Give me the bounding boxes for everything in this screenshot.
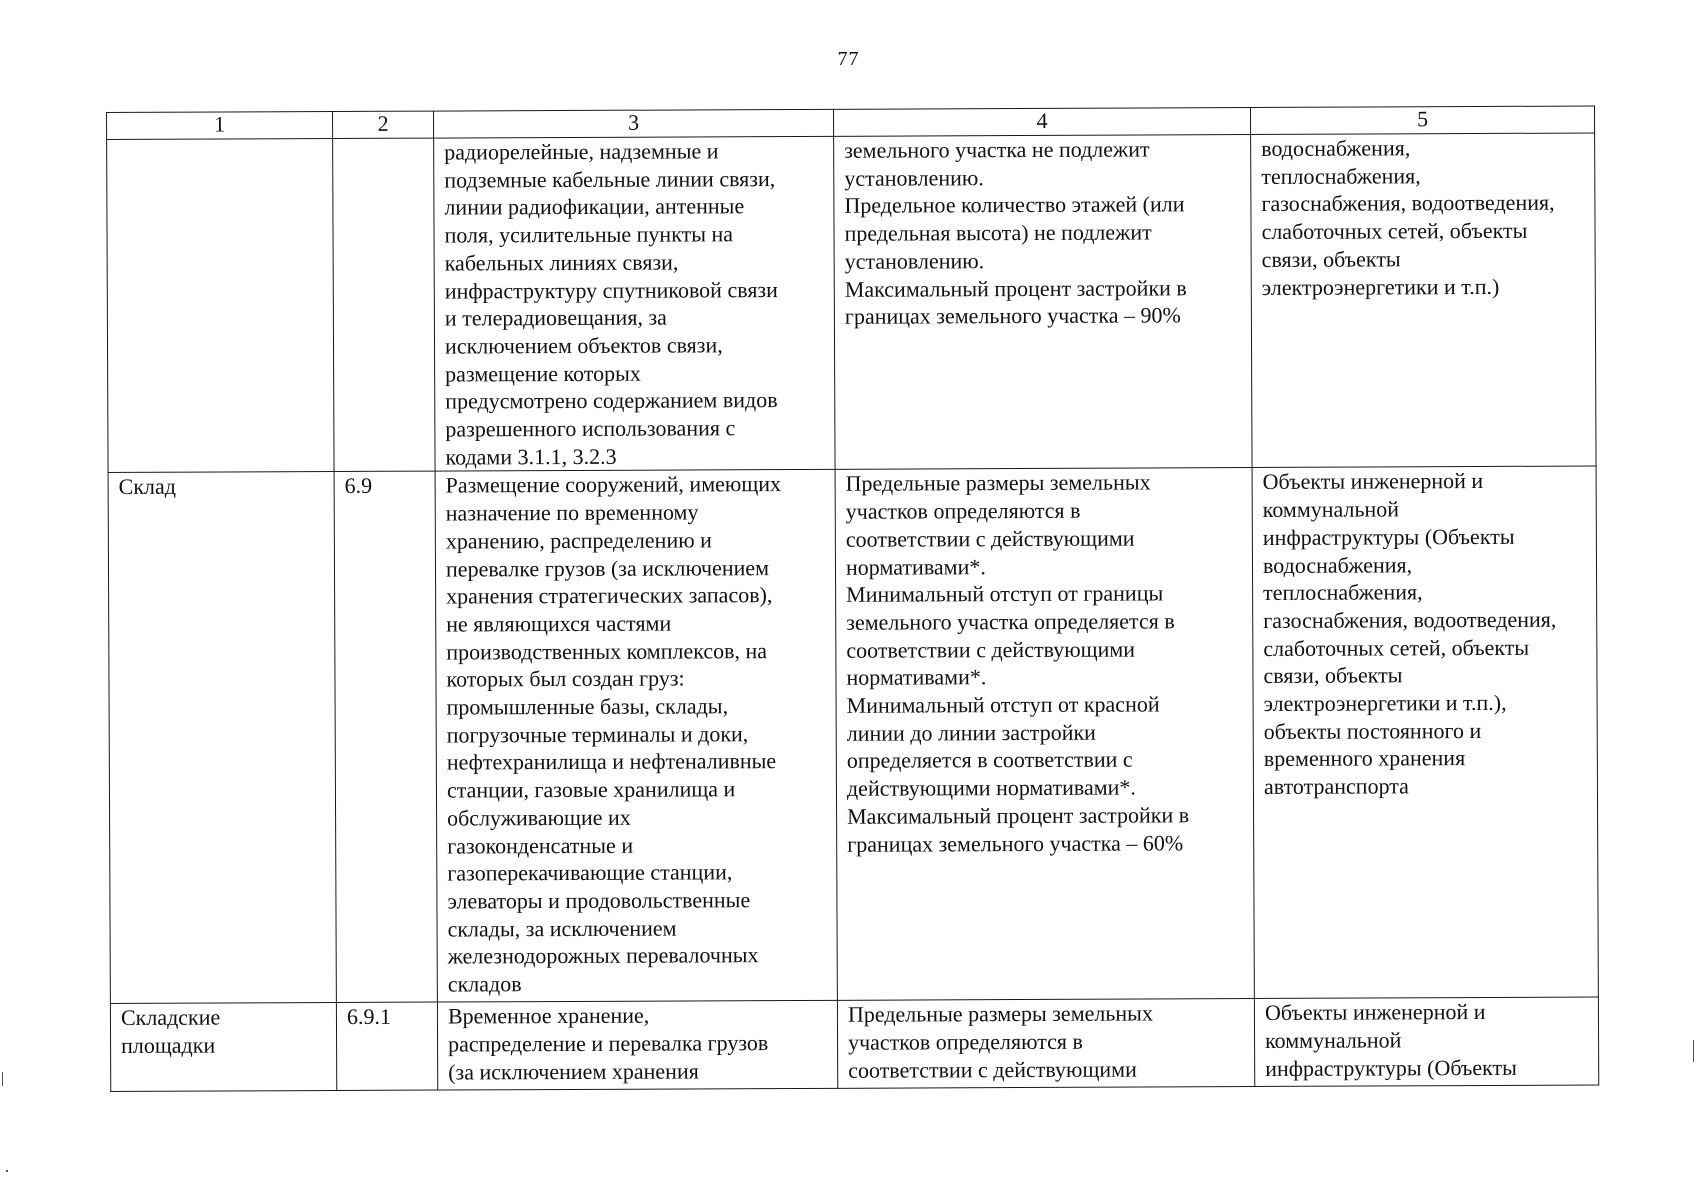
table-row (110, 997, 1598, 1091)
land-use-name: Склад (118, 474, 177, 500)
land-use-name (117, 139, 324, 140)
land-use-description: радиорелейные, надземные и подземные кабельные линии связи, линии радиофикации, антенные поля, усилительные пункты на кабельных линиях связи, инфраструктуру спутниковой связи и телерадиовещания, за исключением объектов связи, размещение которых предусмотрено содержанием видов разрешенного использования с кодами 3.1.1, 3.2.3 (444, 138, 778, 470)
column-header-3: 3 (433, 109, 833, 138)
land-use-description: Временное хранение, распределение и перевалка грузов (за исключением хранения (447, 1003, 769, 1085)
land-use-description-cell (437, 1001, 837, 1091)
land-use-description-cell (434, 136, 835, 471)
land-use-objects-cell (1254, 997, 1598, 1087)
column-header-5: 5 (1250, 106, 1594, 135)
land-use-objects-cell (1251, 133, 1596, 468)
page-number: 77 (837, 48, 860, 70)
land-use-name-cell (108, 472, 336, 1004)
land-use-code-cell (334, 472, 437, 1003)
land-use-name-cell (107, 139, 334, 473)
land-use-objects: Объекты инженерной и коммунальной инфраструктуры (Объекты (1264, 999, 1517, 1081)
scan-artifact (1693, 1040, 1694, 1062)
land-use-objects-cell (1252, 466, 1598, 998)
land-use-table (106, 106, 1599, 1093)
table-row (108, 466, 1598, 1003)
land-use-code: 6.9.1 (346, 1004, 392, 1030)
land-use-parameters: земельного участка не подлежит установлению. Предельное количество этажей (или предельная высота) не подлежит установлению. Максимальный процент застройки в границах земельного участка – 90% (844, 136, 1187, 329)
land-use-parameters: Предельные размеры земельных участков определяются в соответствии с действующими нормативами*. Минимальный отступ от границы земельного участка определяется в соответствии с действующими нормативами*. Минимальный отступ от красной линии до линии застройки определяется в соответствии с действующими нормативами*. Максимальный процент застройки в границах земельного участка – 60% (845, 469, 1190, 857)
land-use-code: 6.9 (344, 473, 373, 499)
land-use-parameters-cell (834, 135, 1252, 470)
land-use-description: Размещение сооружений, имеющих назначение по временному хранению, распределению и перевалке грузов (за исключением хранения стратегических запасов), не являющихся частями производственных комплексов, на которых был создан груз: промышленные базы, склады, погрузочные терминалы и доки, нефтехранилища и нефтеналивные станции, газовые хранилища и обслуживающие их газоконденсатные и газоперекачивающие станции, элеваторы и продовольственные склады, за исключением железнодорожных перевалочных складов (445, 471, 782, 997)
table-row (107, 133, 1596, 473)
land-use-name: Складские площадки (120, 1004, 221, 1059)
land-use-code-cell (333, 138, 435, 472)
column-header-2: 2 (333, 111, 434, 138)
column-header-4: 4 (833, 108, 1250, 137)
land-use-parameters-cell (835, 468, 1254, 1001)
land-use-name-cell (110, 1003, 336, 1092)
land-use-parameters: Предельные размеры земельных участков определяются в соответствии с действующими (847, 1000, 1153, 1083)
land-use-objects: водоснабжения, теплоснабжения, газоснабжения, водоотведения, слаботочных сетей, объекты связи, объекты электроэнергетики и т.п.) (1261, 135, 1555, 300)
scan-artifact (2, 1072, 3, 1086)
land-use-parameters-cell (837, 999, 1254, 1089)
land-use-code-cell (336, 1003, 437, 1091)
table-body (107, 133, 1599, 1092)
scan-artifact (6, 1170, 8, 1172)
land-use-description-cell (435, 470, 837, 1003)
column-header-1: 1 (107, 112, 333, 140)
land-use-objects: Объекты инженерной и коммунальной инфраструктуры (Объекты водоснабжения, теплоснабжения, газоснабжения, водоотведения, слаботочных сетей, объекты связи, объекты электроэнергетики и т.п.), объекты постоянного и временного хранения автотранспорта (1262, 468, 1557, 800)
